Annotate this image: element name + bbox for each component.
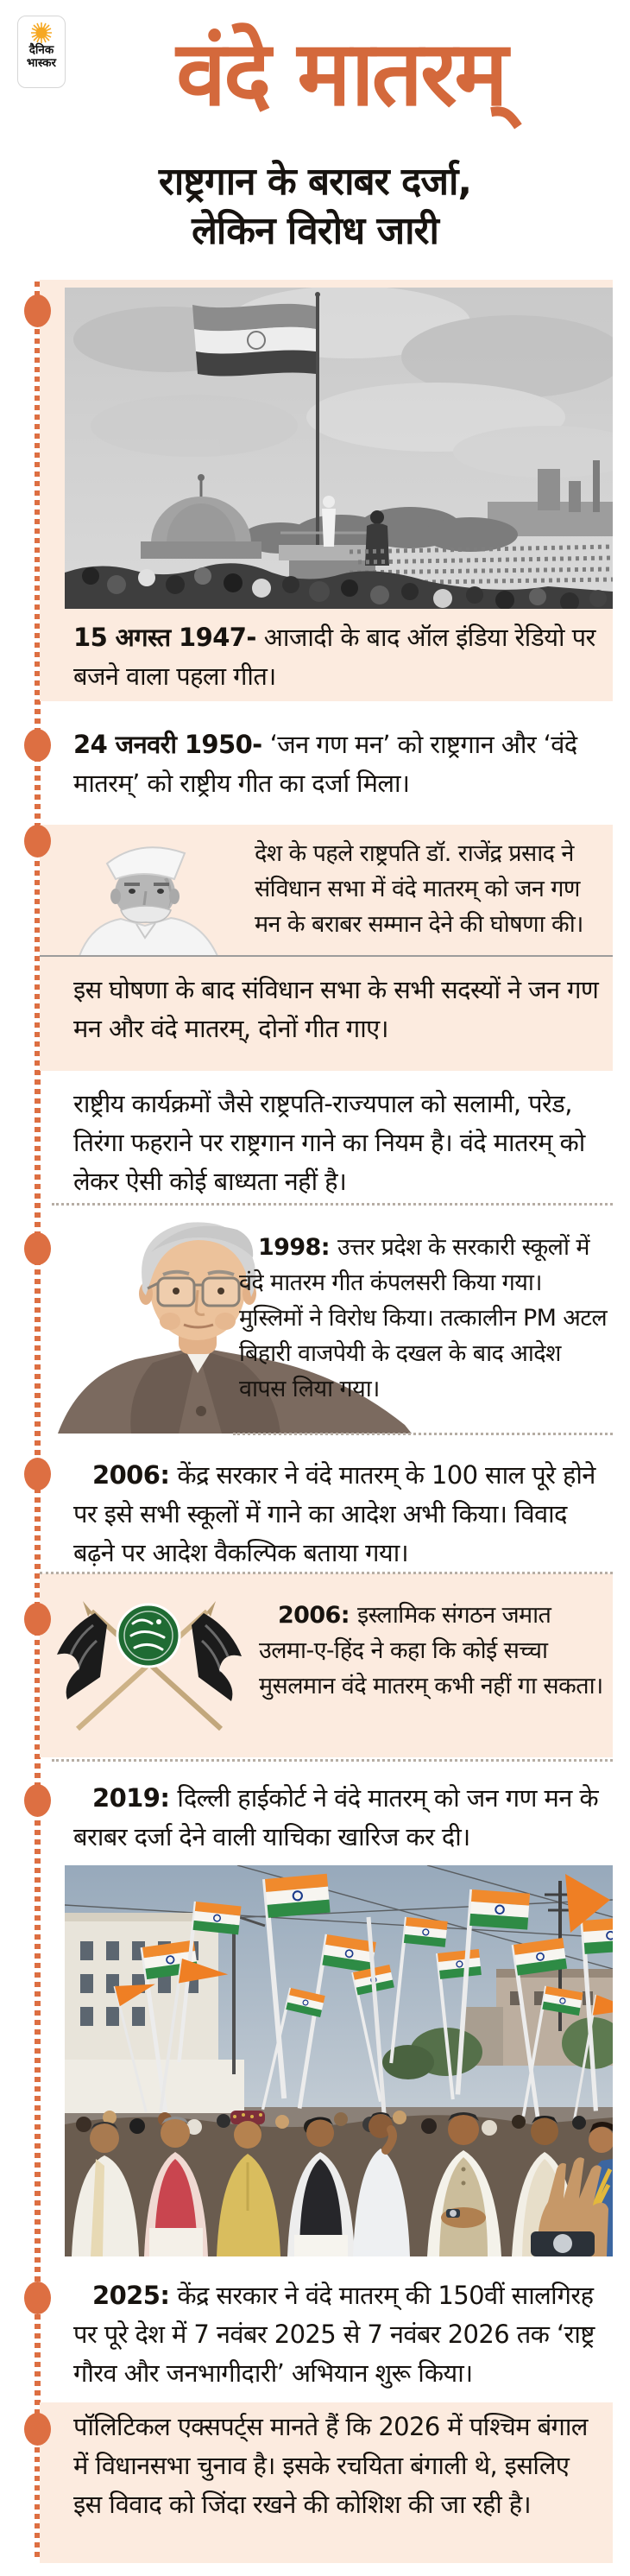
photo-rajendra-prasad	[54, 834, 239, 956]
date-lead-1947: 15 अगस्त 1947-	[73, 623, 256, 652]
text-national-events-rule: राष्ट्रीय कार्यक्रमों जैसे राष्ट्रपति-राज्यपाल को सलामी, परेड, तिरंगा फहराने पर राष्ट्रगान गाने का नियम है। वंदे मातरम् को लेकर ऐसी कोई बाध्यता नहीं है।	[73, 1089, 585, 1196]
timeline-bullet-2006b	[24, 1603, 51, 1636]
text-2019-delhi-hc	[73, 1779, 608, 1857]
timeline-bullet-experts	[24, 2413, 51, 2446]
photo-2025-rally	[65, 1865, 613, 2256]
text-assembly-sang: इस घोषणा के बाद संविधान सभा के सभी सदस्यों ने जन गण मन और वंदे मातरम्, दोनों गीत गाए।	[73, 975, 599, 1043]
text-1950	[73, 725, 602, 803]
event-text-2006b: इस्लामिक संगठन जमात उलमा-ए-हिंद ने कहा कि कोई सच्चा मुसलमान वंदे मातरम् कभी नहीं गा सकता।	[259, 1602, 603, 1699]
text-prasad-announcement: देश के पहले राष्ट्रपति डॉ. राजेंद्र प्रसाद ने संविधान सभा में वंदे मातरम् को जन गण मन के बराबर सम्मान देने की घोषणा की।	[255, 840, 583, 938]
year-lead-2006b: 2006:	[278, 1602, 350, 1629]
year-lead-1998: 1998:	[258, 1234, 330, 1261]
event-text-1950: ‘जन गण मन’ को राष्ट्रगान और ‘वंदे मातरम्’ को राष्ट्रीय गीत का दर्जा मिला।	[73, 730, 577, 798]
timeline-bullet-2019	[24, 1784, 51, 1817]
divider-below-jamiat	[52, 1759, 613, 1762]
event-text-1998: उत्तर प्रदेश के सरकारी स्कूलों में वंदे मातरम गीत कंपलसरी किया गया। मुस्लिमों ने विरोध किया। तत्कालीन PM अटल बिहारी वाजपेयी के दखल के बाद आदेश वापस लिया गया।	[239, 1234, 608, 1402]
timeline-bullet-2006a	[24, 1458, 51, 1491]
event-text-2006a: केंद्र सरकार ने वंदे मातरम् के 100 साल पूरे होने पर इसे सभी स्कूलों में गाने का आदेश अभी किया। विवाद बढ़ने पर आदेश वैकल्पिक बताया गया।	[73, 1460, 595, 1567]
subtitle-line-2: लेकिन विरोध जारी	[192, 209, 438, 253]
divider-above-jamiat	[40, 1572, 613, 1574]
year-lead-2006a: 2006:	[92, 1460, 170, 1490]
subtitle-line-1: राष्ट्रगान के बराबर दर्जा,	[158, 160, 472, 204]
event-text-2019: दिल्ली हाईकोर्ट ने वंदे मातरम् को जन गण मन के बराबर दर्जा देने वाली याचिका खारिज कर दी।	[73, 1783, 598, 1851]
divider-prasad	[40, 955, 613, 957]
sun-icon	[30, 22, 53, 44]
timeline-bullet-1950	[24, 729, 51, 762]
event-text-1947: आजादी के बाद ऑल इंडिया रेडियो पर बजने वाला पहला गीत।	[73, 623, 595, 691]
year-lead-2025: 2025:	[92, 2281, 170, 2310]
text-1998-up-schools	[239, 1230, 612, 1407]
year-lead-2019: 2019:	[92, 1783, 170, 1813]
date-lead-1950: 24 जनवरी 1950-	[73, 730, 262, 759]
photo-jamiat-flags	[50, 1599, 249, 1731]
subtitle	[0, 157, 630, 256]
event-text-2025: केंद्र सरकार ने वंदे मातरम् की 150वीं सालगिरह पर पूरे देश में 7 नवंबर 2025 से 7 नवंबर 2026 तक ‘राष्ट्र गौरव और जनभागीदारी’ अभियान शुरू किया।	[73, 2281, 595, 2388]
photo-1947-flag-hoisting	[65, 288, 613, 609]
text-2006-centre-order	[73, 1456, 610, 1573]
text-2025-campaign	[73, 2276, 610, 2393]
text-experts-analysis: पॉलिटिकल एक्सपर्ट्स मानते हैं कि 2026 में पश्चिम बंगाल में विधानसभा चुनाव है। इसके रचयिता बंगाली थे, इसलिए इस विवाद को जिंदा रखने की कोशिश की जा रही है।	[73, 2412, 588, 2519]
divider-below-1998	[233, 1433, 613, 1435]
dainik-bhaskar-logo	[17, 16, 66, 88]
timeline-bullet-prasad	[24, 825, 51, 858]
divider-above-1998	[52, 1203, 613, 1206]
main-title: वंदे मातरम्	[176, 21, 506, 126]
text-2006-jamiat	[259, 1598, 608, 1704]
caption-1947	[73, 618, 596, 696]
logo-text-line2: भास्कर	[26, 56, 57, 70]
timeline-bullet-2025	[24, 2282, 51, 2314]
logo-text-line1: दैनिक	[28, 43, 54, 57]
timeline-bullet-1998	[24, 1232, 51, 1265]
timeline-bullet-1947	[24, 294, 51, 327]
